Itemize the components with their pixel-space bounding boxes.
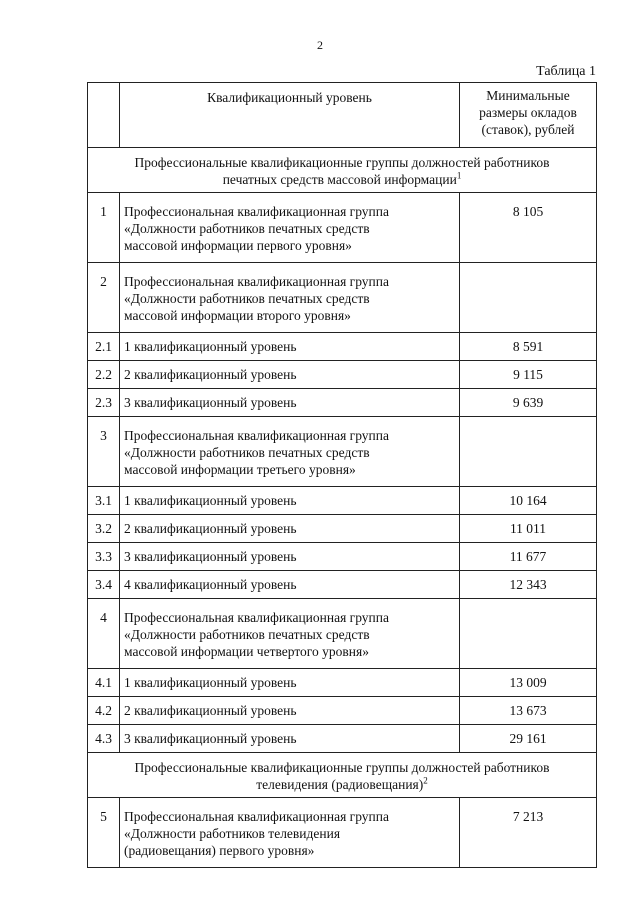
row-level-name (120, 798, 460, 868)
row-level-line: «Должности работников печатных средств (124, 291, 370, 306)
row-level-name (120, 697, 460, 725)
section-title-line: Профессиональные квалификационные группы должностей работников (134, 760, 550, 775)
row-salary-value: 9 115 (460, 361, 597, 389)
row-level-line: Профессиональная квалификационная группа (124, 428, 389, 443)
row-salary-value: 29 161 (460, 725, 597, 753)
row-salary-value: 9 639 (460, 389, 597, 417)
row-number: 3 (88, 417, 120, 487)
table-row (88, 487, 597, 515)
section-title-cell (88, 753, 597, 798)
row-salary-value: 8 105 (460, 193, 597, 263)
row-number: 4 (88, 599, 120, 669)
row-number: 4.1 (88, 669, 120, 697)
row-level-line: 1 квалификационный уровень (124, 493, 297, 508)
row-level-line: 1 квалификационный уровень (124, 675, 297, 690)
table-caption: Таблица 1 (536, 64, 596, 79)
row-salary-value: 8 591 (460, 333, 597, 361)
row-number: 3.3 (88, 543, 120, 571)
row-level-line: 2 квалификационный уровень (124, 521, 297, 536)
row-salary-value: 7 213 (460, 798, 597, 868)
page-number: 2 (317, 38, 323, 52)
row-level-name (120, 263, 460, 333)
row-level-name (120, 389, 460, 417)
footnote-marker: 1 (456, 170, 462, 181)
table-row (88, 697, 597, 725)
row-level-name (120, 193, 460, 263)
row-level-name (120, 515, 460, 543)
row-level-line: массовой информации четвертого уровня» (124, 644, 369, 659)
row-level-line: 2 квалификационный уровень (124, 703, 297, 718)
row-salary-value: 12 343 (460, 571, 597, 599)
table-row (88, 333, 597, 361)
header-level-cell: Квалификационный уровень (120, 83, 460, 148)
table-row (88, 669, 597, 697)
section-title-text: печатных средств массовой информации (222, 172, 457, 187)
row-number: 4.2 (88, 697, 120, 725)
row-number: 2.3 (88, 389, 120, 417)
table-row (88, 389, 597, 417)
row-level-line: 4 квалификационный уровень (124, 577, 297, 592)
row-level-name (120, 599, 460, 669)
row-salary-value (460, 263, 597, 333)
row-level-line: «Должности работников печатных средств (124, 445, 370, 460)
row-salary-value: 10 164 (460, 487, 597, 515)
row-level-name (120, 571, 460, 599)
row-level-line: «Должности работников печатных средств (124, 221, 370, 236)
row-level-line: Профессиональная квалификационная группа (124, 610, 389, 625)
header-salary-line: (ставок), рублей (481, 122, 575, 137)
row-salary-value (460, 599, 597, 669)
row-number: 4.3 (88, 725, 120, 753)
table-row (88, 543, 597, 571)
section-title-cell (88, 148, 597, 193)
row-level-name (120, 725, 460, 753)
row-number: 3.4 (88, 571, 120, 599)
row-salary-value (460, 417, 597, 487)
section-title-line (94, 171, 590, 188)
table-row (88, 798, 597, 868)
section-row (88, 148, 597, 193)
row-level-name (120, 543, 460, 571)
row-level-line: 3 квалификационный уровень (124, 395, 297, 410)
header-salary-cell (460, 83, 597, 148)
row-level-line: 2 квалификационный уровень (124, 367, 297, 382)
table-row (88, 725, 597, 753)
header-salary-line: размеры окладов (479, 105, 577, 120)
row-level-line: 3 квалификационный уровень (124, 731, 297, 746)
row-salary-value: 11 677 (460, 543, 597, 571)
footnote-marker: 2 (423, 775, 428, 786)
table-row (88, 193, 597, 263)
row-salary-value: 11 011 (460, 515, 597, 543)
row-level-line: 1 квалификационный уровень (124, 339, 297, 354)
table-row (88, 599, 597, 669)
table-header-row (88, 83, 597, 148)
header-salary-line: Минимальные (486, 88, 570, 103)
row-level-name (120, 669, 460, 697)
row-number: 3.2 (88, 515, 120, 543)
row-salary-value: 13 673 (460, 697, 597, 725)
table-row (88, 515, 597, 543)
row-number: 2.1 (88, 333, 120, 361)
row-level-line: «Должности работников печатных средств (124, 627, 370, 642)
row-level-line: Профессиональная квалификационная группа (124, 274, 389, 289)
table-row (88, 361, 597, 389)
row-number: 5 (88, 798, 120, 868)
row-number: 1 (88, 193, 120, 263)
section-title-line: Профессиональные квалификационные группы должностей работников (134, 155, 550, 170)
table-row (88, 417, 597, 487)
row-level-line: массовой информации первого уровня» (124, 238, 352, 253)
row-level-line: Профессиональная квалификационная группа (124, 204, 389, 219)
row-number: 3.1 (88, 487, 120, 515)
table-row (88, 263, 597, 333)
section-row (88, 753, 597, 798)
row-level-line: массовой информации третьего уровня» (124, 462, 356, 477)
row-number: 2 (88, 263, 120, 333)
row-level-line: 3 квалификационный уровень (124, 549, 297, 564)
row-level-line: «Должности работников телевидения (124, 826, 341, 841)
row-level-name (120, 361, 460, 389)
salary-table (87, 82, 597, 868)
table-row (88, 571, 597, 599)
row-level-name (120, 417, 460, 487)
header-number-cell (88, 83, 120, 148)
section-title-line (94, 776, 590, 793)
row-level-line: Профессиональная квалификационная группа (124, 809, 389, 824)
row-level-line: (радиовещания) первого уровня» (124, 843, 315, 858)
row-level-name (120, 333, 460, 361)
row-salary-value: 13 009 (460, 669, 597, 697)
row-level-name (120, 487, 460, 515)
row-level-line: массовой информации второго уровня» (124, 308, 351, 323)
section-title-text: телевидения (радиовещания) (256, 777, 424, 792)
row-number: 2.2 (88, 361, 120, 389)
